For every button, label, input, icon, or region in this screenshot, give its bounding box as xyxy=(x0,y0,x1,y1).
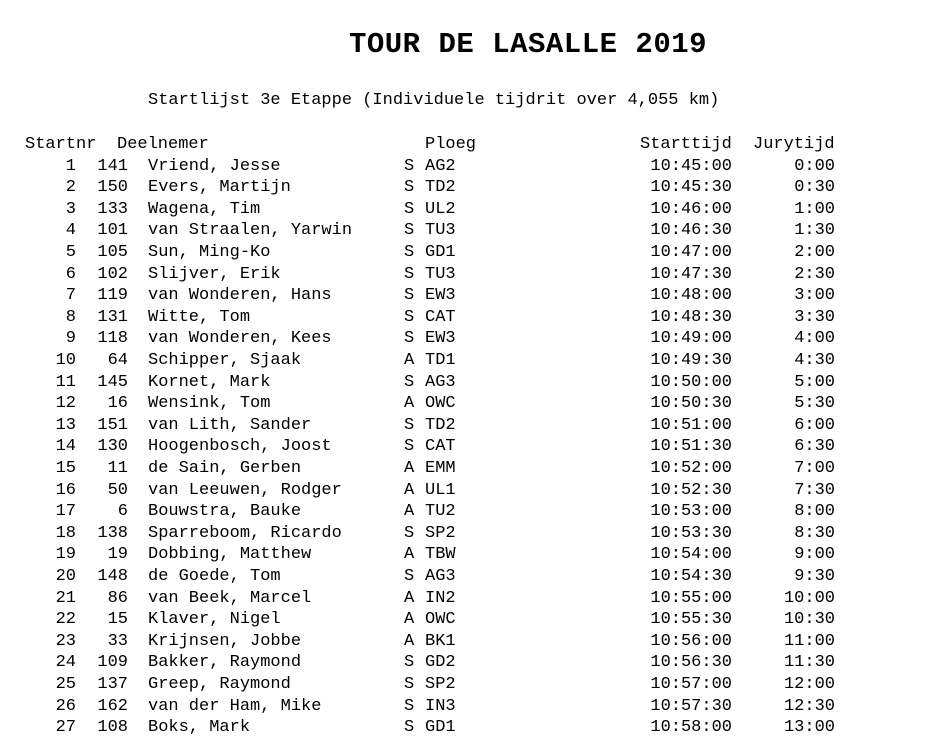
table-row xyxy=(0,177,950,199)
team-code: OWC xyxy=(425,610,456,630)
rider-name: van Lith, Sander xyxy=(148,415,312,435)
jury-time: 7:30 xyxy=(794,480,835,500)
rider-number: 145 xyxy=(97,372,128,392)
start-position: 20 xyxy=(55,566,76,586)
start-time: 10:52:30 xyxy=(650,480,732,500)
team-code: IN3 xyxy=(425,696,456,716)
team-code: CAT xyxy=(425,437,456,457)
rider-category: A xyxy=(404,394,415,414)
start-position: 15 xyxy=(55,458,76,478)
jury-time: 8:30 xyxy=(794,523,835,543)
team-code: EMM xyxy=(425,458,456,478)
team-code: BK1 xyxy=(425,631,456,651)
rider-number: 130 xyxy=(97,437,128,457)
start-position: 27 xyxy=(55,718,76,738)
rider-number: 137 xyxy=(97,674,128,694)
table-row xyxy=(0,285,950,307)
rider-name: Krijnsen, Jobbe xyxy=(148,631,302,651)
start-position: 17 xyxy=(55,502,76,522)
start-time: 10:49:30 xyxy=(650,350,732,370)
page-title: TOUR DE LASALLE 2019 xyxy=(348,28,708,61)
rider-name: de Sain, Gerben xyxy=(148,458,302,478)
start-time: 10:54:00 xyxy=(650,545,732,565)
header-starttijd: Starttijd xyxy=(640,135,732,154)
rider-number: 133 xyxy=(97,199,128,219)
rider-name: van Straalen, Yarwin xyxy=(148,221,353,241)
table-row xyxy=(0,480,950,502)
team-code: GD1 xyxy=(425,242,456,262)
start-time: 10:53:30 xyxy=(650,523,732,543)
rider-number: 118 xyxy=(97,329,128,349)
table-row xyxy=(0,264,950,286)
rider-name: Vriend, Jesse xyxy=(148,156,281,176)
start-time: 10:53:00 xyxy=(650,502,732,522)
rider-number: 119 xyxy=(97,286,128,306)
jury-time: 13:00 xyxy=(783,718,835,738)
start-time: 10:56:00 xyxy=(650,631,732,651)
start-position: 25 xyxy=(55,674,76,694)
rider-number: 50 xyxy=(107,480,128,500)
rider-name: Boks, Mark xyxy=(148,718,251,738)
start-time: 10:47:30 xyxy=(650,264,732,284)
table-row xyxy=(0,328,950,350)
header-ploeg: Ploeg xyxy=(425,135,477,154)
rider-name: Wagena, Tim xyxy=(148,199,261,219)
team-code: UL2 xyxy=(425,199,456,219)
start-position: 7 xyxy=(65,286,76,306)
table-row xyxy=(0,609,950,631)
start-time: 10:54:30 xyxy=(650,566,732,586)
start-position: 6 xyxy=(65,264,76,284)
rider-number: 109 xyxy=(97,653,128,673)
start-position: 26 xyxy=(55,696,76,716)
rider-category: S xyxy=(404,178,415,198)
rider-category: S xyxy=(404,199,415,219)
rider-number: 101 xyxy=(97,221,128,241)
start-position: 19 xyxy=(55,545,76,565)
rider-name: Evers, Martijn xyxy=(148,178,291,198)
rider-category: A xyxy=(404,631,415,651)
rider-number: 162 xyxy=(97,696,128,716)
team-code: SP2 xyxy=(425,523,456,543)
start-time: 10:57:00 xyxy=(650,674,732,694)
rider-category: A xyxy=(404,502,415,522)
team-code: TD2 xyxy=(425,178,456,198)
rider-category: S xyxy=(404,523,415,543)
jury-time: 3:30 xyxy=(794,307,835,327)
rider-number: 102 xyxy=(97,264,128,284)
table-row xyxy=(0,393,950,415)
jury-time: 1:00 xyxy=(794,199,835,219)
table-row xyxy=(0,372,950,394)
start-time: 10:46:30 xyxy=(650,221,732,241)
rider-number: 150 xyxy=(97,178,128,198)
team-code: EW3 xyxy=(425,329,456,349)
rider-number: 151 xyxy=(97,415,128,435)
rider-category: S xyxy=(404,221,415,241)
start-position: 23 xyxy=(55,631,76,651)
team-code: TU3 xyxy=(425,264,456,284)
rider-number: 19 xyxy=(107,545,128,565)
rider-category: A xyxy=(404,545,415,565)
rider-number: 141 xyxy=(97,156,128,176)
header-jurytijd: Jurytijd xyxy=(753,135,835,154)
rider-number: 15 xyxy=(107,610,128,630)
rider-name: Slijver, Erik xyxy=(148,264,281,284)
jury-time: 9:30 xyxy=(794,566,835,586)
jury-time: 11:00 xyxy=(783,631,835,651)
start-position: 3 xyxy=(65,199,76,219)
start-time: 10:46:00 xyxy=(650,199,732,219)
start-time: 10:56:30 xyxy=(650,653,732,673)
rider-name: van Beek, Marcel xyxy=(148,588,312,608)
start-position: 1 xyxy=(65,156,76,176)
start-time: 10:45:00 xyxy=(650,156,732,176)
team-code: AG3 xyxy=(425,566,456,586)
rider-name: van Leeuwen, Rodger xyxy=(148,480,342,500)
rider-category: S xyxy=(404,653,415,673)
start-position: 18 xyxy=(55,523,76,543)
start-time: 10:51:30 xyxy=(650,437,732,457)
start-time: 10:55:30 xyxy=(650,610,732,630)
start-position: 14 xyxy=(55,437,76,457)
rider-number: 148 xyxy=(97,566,128,586)
rider-category: S xyxy=(404,242,415,262)
start-time: 10:52:00 xyxy=(650,458,732,478)
team-code: UL1 xyxy=(425,480,456,500)
start-time: 10:50:30 xyxy=(650,394,732,414)
start-position: 13 xyxy=(55,415,76,435)
table-row xyxy=(0,566,950,588)
jury-time: 5:00 xyxy=(794,372,835,392)
table-row xyxy=(0,544,950,566)
rider-number: 108 xyxy=(97,718,128,738)
team-code: EW3 xyxy=(425,286,456,306)
jury-time: 5:30 xyxy=(794,394,835,414)
rider-category: A xyxy=(404,610,415,630)
jury-time: 12:30 xyxy=(783,696,835,716)
table-row xyxy=(0,242,950,264)
jury-time: 10:30 xyxy=(783,610,835,630)
team-code: AG2 xyxy=(425,156,456,176)
table-row xyxy=(0,156,950,178)
start-position: 9 xyxy=(65,329,76,349)
jury-time: 12:00 xyxy=(783,674,835,694)
jury-time: 4:30 xyxy=(794,350,835,370)
rider-category: S xyxy=(404,307,415,327)
rider-number: 86 xyxy=(107,588,128,608)
rider-name: Kornet, Mark xyxy=(148,372,271,392)
table-row xyxy=(0,458,950,480)
start-position: 22 xyxy=(55,610,76,630)
start-time: 10:51:00 xyxy=(650,415,732,435)
rider-number: 105 xyxy=(97,242,128,262)
rider-category: S xyxy=(404,437,415,457)
table-row xyxy=(0,199,950,221)
rider-category: S xyxy=(404,286,415,306)
rider-name: van Wonderen, Hans xyxy=(148,286,332,306)
start-position: 8 xyxy=(65,307,76,327)
header-startnr: Startnr xyxy=(25,135,97,154)
start-time: 10:49:00 xyxy=(650,329,732,349)
table-row xyxy=(0,220,950,242)
rider-name: Sparreboom, Ricardo xyxy=(148,523,342,543)
rider-category: A xyxy=(404,458,415,478)
table-header xyxy=(0,134,950,156)
team-code: TU2 xyxy=(425,502,456,522)
rider-category: A xyxy=(404,588,415,608)
rider-number: 131 xyxy=(97,307,128,327)
rider-number: 16 xyxy=(107,394,128,414)
rider-number: 33 xyxy=(107,631,128,651)
rider-number: 64 xyxy=(107,350,128,370)
start-position: 10 xyxy=(55,350,76,370)
table-row xyxy=(0,674,950,696)
team-code: TD2 xyxy=(425,415,456,435)
start-position: 12 xyxy=(55,394,76,414)
jury-time: 2:00 xyxy=(794,242,835,262)
start-position: 5 xyxy=(65,242,76,262)
rider-category: S xyxy=(404,372,415,392)
rider-category: S xyxy=(404,264,415,284)
rider-name: Wensink, Tom xyxy=(148,394,271,414)
rider-name: Sun, Ming-Ko xyxy=(148,242,271,262)
rider-name: van Wonderen, Kees xyxy=(148,329,332,349)
jury-time: 4:00 xyxy=(794,329,835,349)
rider-category: S xyxy=(404,415,415,435)
start-time: 10:45:30 xyxy=(650,178,732,198)
rider-name: Dobbing, Matthew xyxy=(148,545,312,565)
team-code: TD1 xyxy=(425,350,456,370)
table-row xyxy=(0,307,950,329)
start-position: 2 xyxy=(65,178,76,198)
team-code: TU3 xyxy=(425,221,456,241)
rider-number: 11 xyxy=(107,458,128,478)
rider-name: Klaver, Nigel xyxy=(148,610,281,630)
start-time: 10:48:00 xyxy=(650,286,732,306)
jury-time: 6:30 xyxy=(794,437,835,457)
rider-category: A xyxy=(404,350,415,370)
team-code: GD1 xyxy=(425,718,456,738)
rider-category: S xyxy=(404,718,415,738)
team-code: IN2 xyxy=(425,588,456,608)
start-time: 10:47:00 xyxy=(650,242,732,262)
rider-name: Bakker, Raymond xyxy=(148,653,302,673)
start-time: 10:55:00 xyxy=(650,588,732,608)
jury-time: 3:00 xyxy=(794,286,835,306)
jury-time: 6:00 xyxy=(794,415,835,435)
rider-name: van der Ham, Mike xyxy=(148,696,322,716)
team-code: OWC xyxy=(425,394,456,414)
rider-name: Greep, Raymond xyxy=(148,674,291,694)
table-row xyxy=(0,631,950,653)
start-position: 16 xyxy=(55,480,76,500)
start-time: 10:58:00 xyxy=(650,718,732,738)
jury-time: 0:00 xyxy=(794,156,835,176)
start-position: 4 xyxy=(65,221,76,241)
table-row xyxy=(0,588,950,610)
rider-name: de Goede, Tom xyxy=(148,566,281,586)
jury-time: 7:00 xyxy=(794,458,835,478)
rider-category: S xyxy=(404,566,415,586)
table-row xyxy=(0,436,950,458)
jury-time: 0:30 xyxy=(794,178,835,198)
page-subtitle: Startlijst 3e Etappe (Individuele tijdrit over 4,055 km) xyxy=(148,91,720,110)
team-code: GD2 xyxy=(425,653,456,673)
table-row xyxy=(0,501,950,523)
start-time: 10:57:30 xyxy=(650,696,732,716)
rider-name: Witte, Tom xyxy=(148,307,251,327)
rider-category: S xyxy=(404,674,415,694)
team-code: SP2 xyxy=(425,674,456,694)
start-time: 10:50:00 xyxy=(650,372,732,392)
start-time: 10:48:30 xyxy=(650,307,732,327)
rider-number: 6 xyxy=(117,502,128,522)
table-row xyxy=(0,717,950,739)
rider-category: S xyxy=(404,329,415,349)
rider-category: S xyxy=(404,156,415,176)
start-position: 21 xyxy=(55,588,76,608)
rider-category: A xyxy=(404,480,415,500)
table-row xyxy=(0,523,950,545)
team-code: AG3 xyxy=(425,372,456,392)
jury-time: 1:30 xyxy=(794,221,835,241)
rider-category: S xyxy=(404,696,415,716)
rider-name: Schipper, Sjaak xyxy=(148,350,302,370)
team-code: TBW xyxy=(425,545,456,565)
rider-name: Hoogenbosch, Joost xyxy=(148,437,332,457)
jury-time: 2:30 xyxy=(794,264,835,284)
start-position: 24 xyxy=(55,653,76,673)
table-row xyxy=(0,652,950,674)
table-row xyxy=(0,415,950,437)
table-row xyxy=(0,350,950,372)
jury-time: 8:00 xyxy=(794,502,835,522)
start-position: 11 xyxy=(55,372,76,392)
team-code: CAT xyxy=(425,307,456,327)
jury-time: 9:00 xyxy=(794,545,835,565)
rider-name: Bouwstra, Bauke xyxy=(148,502,302,522)
rider-number: 138 xyxy=(97,523,128,543)
table-row xyxy=(0,696,950,718)
header-deelnemer: Deelnemer xyxy=(117,135,209,154)
jury-time: 11:30 xyxy=(783,653,835,673)
jury-time: 10:00 xyxy=(783,588,835,608)
